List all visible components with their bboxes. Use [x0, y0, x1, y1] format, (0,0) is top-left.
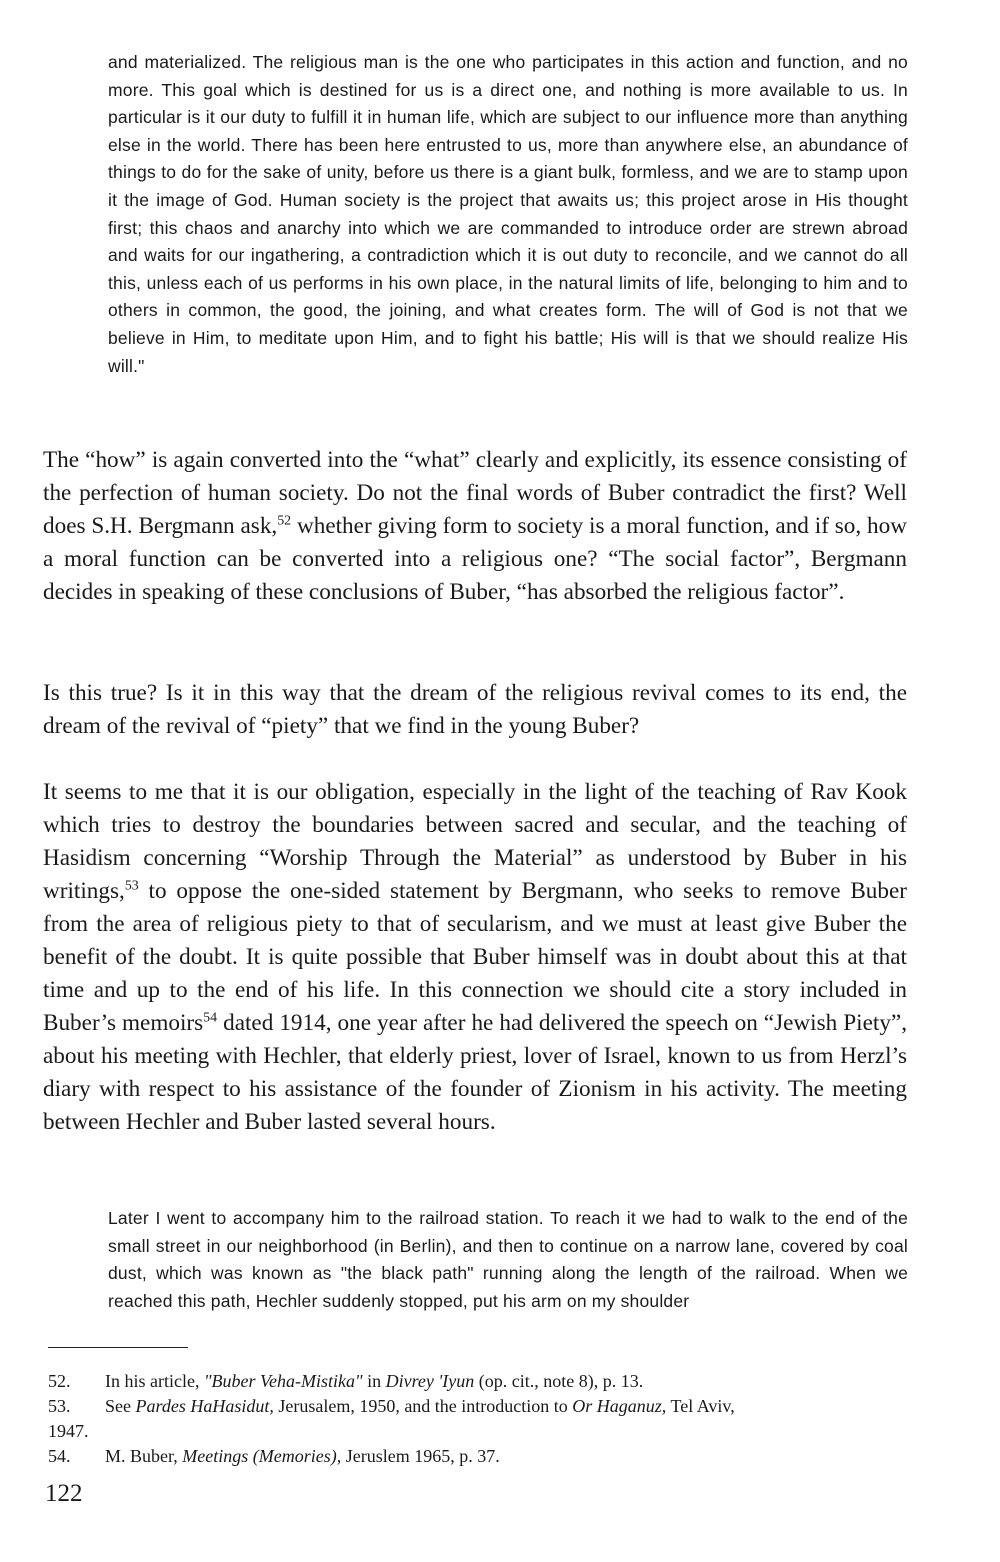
footnote-text-part: (op. cit., note 8), p. 13.	[474, 1371, 644, 1391]
block-quote-memoir	[108, 1205, 908, 1315]
paragraph-text: whether giving form to society is a moral function, and if so, how a moral function can be converted into a religious one? “The social factor”, Bergmann decides in speaking of these conclusions of Buber, “has absorbed the religious factor”.	[43, 513, 907, 605]
paragraph-text: dated 1914, one year after he had delivered the speech on “Jewish Piety”, about his meeting with Hechler, that elderly priest, lover of Israel, known to us from Herzl’s diary with respect to his assistance of the founder of Zionism in his activity. The meeting between Hechler and Buber lasted several hours.	[43, 1010, 907, 1135]
footnote-ref-53: 53	[124, 878, 139, 894]
footnote-ref-54: 54	[203, 1010, 218, 1026]
footnote-ref-52: 52	[277, 513, 292, 529]
footnote-text-part: Tel Aviv,	[666, 1396, 735, 1416]
footnotes	[48, 1369, 918, 1469]
footnote-number: 53.	[48, 1396, 71, 1416]
footnote-number: 54.	[48, 1446, 71, 1466]
footnote-continuation: 1947.	[48, 1421, 89, 1441]
paragraph-text: Is this true? Is it in this way that the dream of the religious revival comes to its end, the dream of the revival of “piety” that we find in the young Buber?	[43, 680, 907, 739]
body-paragraph-1	[43, 444, 907, 609]
footnote-title: Divrey 'Iyun	[385, 1371, 475, 1391]
footnote-separator	[48, 1347, 188, 1348]
footnote-52	[48, 1369, 918, 1394]
footnote-title: Meetings (Memories),	[182, 1446, 342, 1466]
footnote-text-part: In his article,	[105, 1371, 204, 1391]
footnote-text-part: M. Buber,	[105, 1446, 183, 1466]
footnote-title: Pardes HaHasidut,	[135, 1396, 274, 1416]
block-quote-text: Later I went to accompany him to the railroad station. To reach it we had to walk to the end of the small street in our neighborhood (in Berlin), and then to continue on a narrow lane, covered by coal dust, which was known as "the black path" running along the length of the railroad. When we reached this path, Hechler suddenly stopped, put his arm on my shoulder	[108, 1208, 908, 1311]
block-quote-buber	[108, 49, 908, 380]
footnote-text	[105, 1369, 918, 1394]
footnote-54	[48, 1444, 918, 1469]
footnote-text-part: Jerusalem, 1950, and the introduction to	[273, 1396, 573, 1416]
paragraph-text: The “how” is again converted into the “what” clearly and explicitly, its essence consisting of the perfection of human society. Do not the final words of Buber contradict the first? Well does S.H. Bergmann ask,	[43, 447, 907, 539]
footnote-text-part: Jeruslem 1965, p. 37.	[341, 1446, 500, 1466]
footnote-text-part: in	[362, 1371, 386, 1391]
page-number: 122	[45, 1480, 83, 1507]
paragraph-text: to oppose the one-sided statement by Bergmann, who seeks to remove Buber from the area of religious piety to that of secularism, and we must at least give Buber the benefit of the doubt. It is quite possible that Buber himself was in doubt about this at that time and up to the end of his life. In this connection we should cite a story included in Buber’s memoirs	[43, 878, 907, 1036]
footnote-text-part: See	[105, 1396, 136, 1416]
block-quote-text: and materialized. The religious man is the one who participates in this action and function, and no more. This goal which is destined for us is a direct one, and nothing is more available to us. In particular is it our duty to fulfill it in human life, which are subject to our influence more than anything else in the world. There has been here entrusted to us, more than anywhere else, an abundance of things to do for the sake of unity, before us there is a giant bulk, formless, and we are to stamp upon it the image of God. Human society is the project that awaits us; this project arose in His thought first; this chaos and anarchy into which we are commanded to introduce order are strewn abroad and waits for our ingathering, a contradiction which it is out duty to reconcile, and we cannot do all this, unless each of us performs in his own place, in the natural limits of life, belonging to him and to others in common, the good, the joining, and what creates form. The will of God is not that we believe in Him, to meditate upon Him, and to fight his battle; His will is that we should realize His will."	[108, 52, 908, 376]
paragraph-text: It seems to me that it is our obligation, especially in the light of the teaching of Rav Kook which tries to destroy the boundaries between sacred and secular, and the teaching of Hasidism concerning “Worship Through the Material” as understood by Buber in his writings,	[43, 779, 907, 904]
footnote-text	[105, 1444, 918, 1469]
body-paragraph-3	[43, 776, 907, 1139]
body-paragraph-2	[43, 677, 907, 743]
footnote-title: Or Haganuz,	[572, 1396, 667, 1416]
footnote-53	[48, 1394, 918, 1419]
footnote-text	[105, 1394, 918, 1419]
footnote-number: 52.	[48, 1371, 71, 1391]
footnote-title: "Buber Veha-Mistika"	[203, 1371, 363, 1391]
